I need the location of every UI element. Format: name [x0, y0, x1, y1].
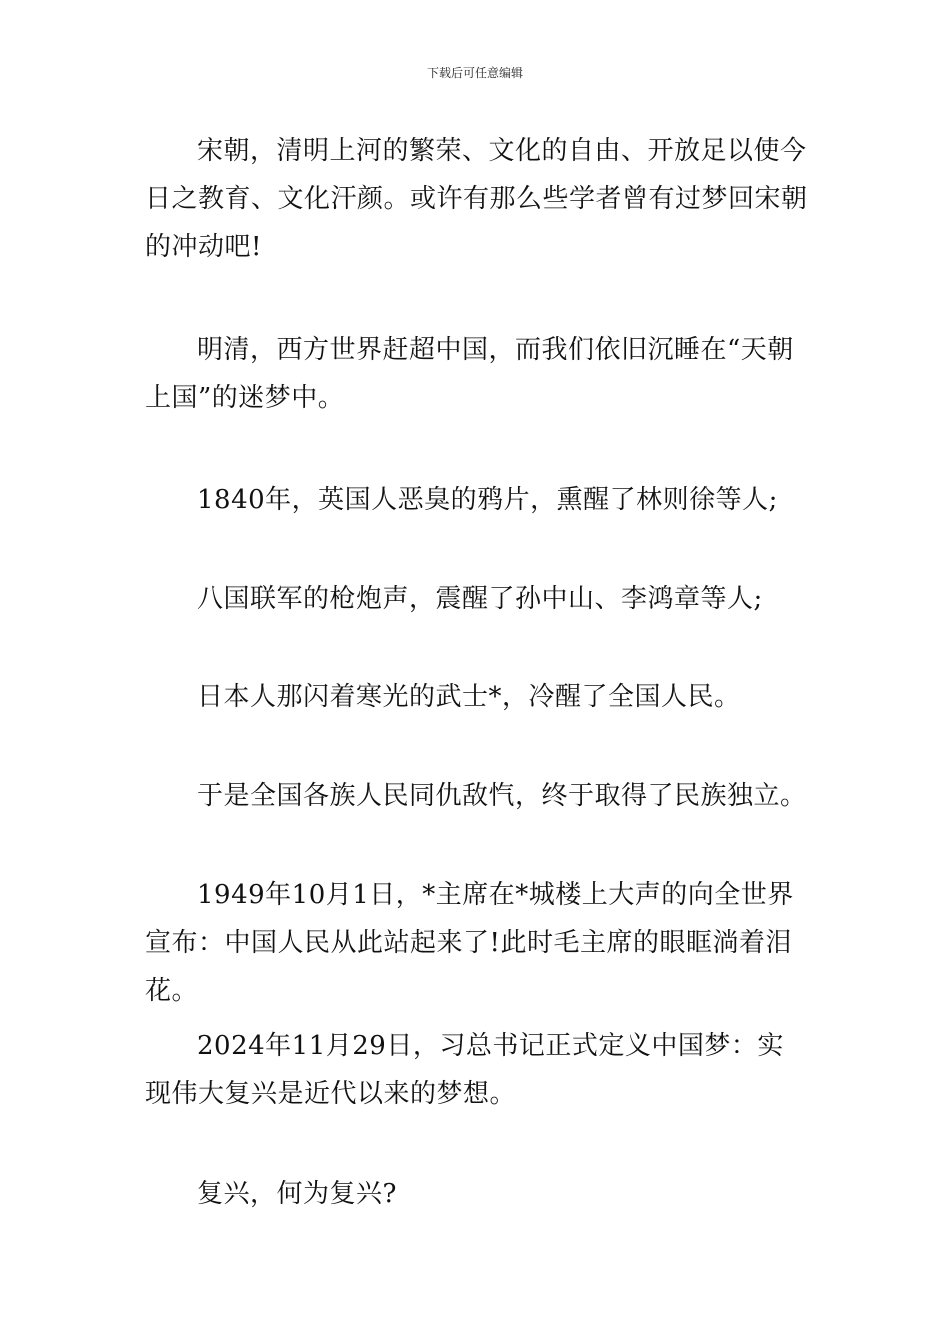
paragraph-china-dream: 2024年11月29日，习总书记正式定义中国梦：实现伟大复兴是近代以来的梦想。 [145, 1031, 784, 1109]
paragraph-independence: 于是全国各族人民同仇敌忾，终于取得了民族独立。 [197, 781, 807, 811]
page-header: 下载后可任意编辑 [426, 66, 523, 80]
paragraph-ming-qing: 明清，西方世界赶超中国，而我们依旧沉睡在“天朝上国”的迷梦中。 [145, 335, 794, 413]
paragraph-rejuvenation-question: 复兴，何为复兴? [197, 1179, 397, 1209]
paragraph-japan: 日本人那闪着寒光的武士*，冷醒了全国人民。 [197, 682, 741, 712]
paragraph-song-dynasty: 宋朝，清明上河的繁荣、文化的自由、开放足以使今日之教育、文化汗颜。或许有那么些学者曾有过梦回宋朝的冲动吧! [145, 136, 808, 262]
paragraph-1840: 1840年，英国人恶臭的鸦片，熏醒了林则徐等人; [197, 485, 778, 515]
paragraph-1949: 1949年10月1日，*主席在*城楼上大声的向全世界宣布：中国人民从此站起来了!此时毛主席的眼眶淌着泪花。 [145, 880, 794, 1006]
paragraph-eight-nation: 八国联军的枪炮声，震醒了孙中山、李鸿章等人; [197, 584, 763, 614]
